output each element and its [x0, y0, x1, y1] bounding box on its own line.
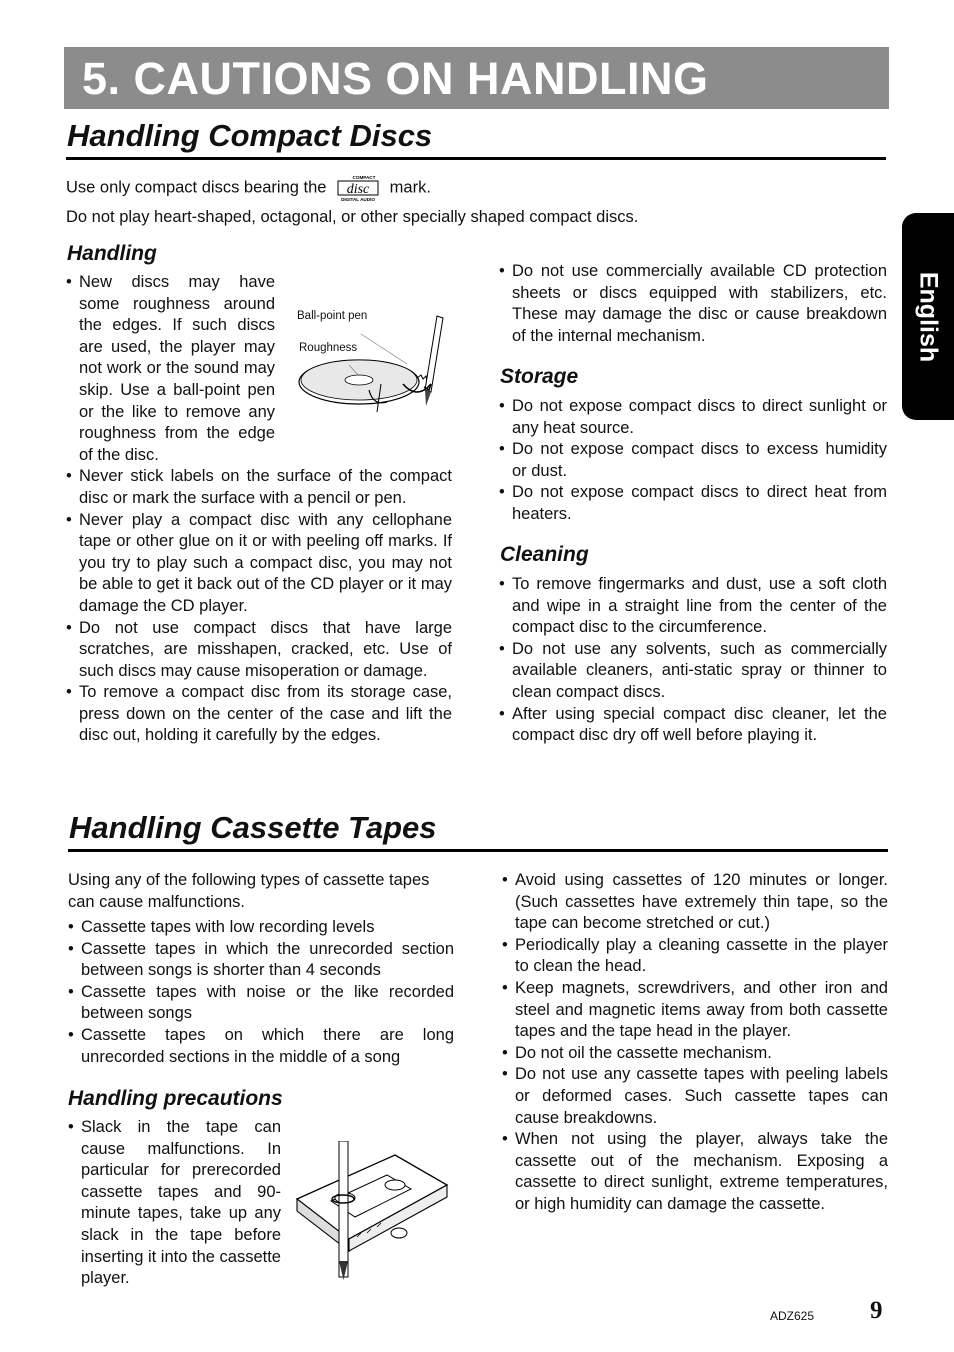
page-title: 5. CAUTIONS ON HANDLING: [82, 53, 709, 104]
list-item: • Cassette tapes on which there are long unrecorded sections in the middle of a song: [68, 1025, 454, 1068]
title-bar: [64, 47, 889, 109]
list-item: • Avoid using cassettes of 120 minutes or longer. (Such cassettes have extremely thin tape, so the tape can become stretched or cut.): [502, 870, 888, 935]
list-item: • When not using the player, always take the cassette out of the mechanism. Exposing a cassette to direct sunlight, extreme temperatures, or high humidity can damage the cassette.: [502, 1129, 888, 1215]
storage-list: [499, 396, 887, 526]
logo-bottom-text: DIGITAL AUDIO: [341, 197, 375, 202]
list-item: • After using special compact disc cleaner, let the compact disc dry off well before playing it.: [499, 704, 887, 747]
list-item: • Do not expose compact discs to direct heat from heaters.: [499, 482, 887, 525]
list-item: • Do not expose compact discs to direct sunlight or any heat source.: [499, 396, 887, 439]
compact-disc-logo-icon: [335, 174, 381, 202]
list-item: • Cassette tapes with low recording levels: [68, 917, 454, 939]
cd-intro-pre: Use only compact discs bearing the: [66, 178, 327, 197]
language-tab-label: English: [914, 271, 943, 362]
handling-heading: Handling: [67, 242, 157, 265]
list-item: • Never stick labels on the surface of the compact disc or mark the surface with a pencil or pen.: [66, 466, 452, 509]
page-number: 9: [870, 1297, 883, 1324]
model-code: ADZ625: [770, 1309, 815, 1323]
logo-top-text: COMPACT: [352, 175, 376, 180]
list-item: • Periodically play a cleaning cassette in the player to clean the head.: [502, 935, 888, 978]
list-item: • Never play a compact disc with any cellophane tape or other glue on it or with peeling off marks. If you try to play such a compact disc, you may not be able to get it back out of the CD player or it may damage the CD player.: [66, 510, 452, 618]
cassette-right-list: [502, 870, 888, 1216]
cd-intro-post: mark.: [389, 178, 431, 197]
list-item: • To remove fingermarks and dust, use a soft cloth and wipe in a straight line from the center of the compact disc to the circumference.: [499, 574, 887, 639]
cleaning-list: [499, 574, 887, 747]
cleaning-heading: Cleaning: [500, 543, 589, 566]
cassette-heading-rule: [68, 849, 888, 852]
list-item: • Do not use compact discs that have large scratches, are misshapen, cracked, etc. Use of such discs may cause misoperation or damage.: [66, 618, 452, 683]
precautions-list: [68, 1117, 454, 1290]
list-item: • Keep magnets, screwdrivers, and other iron and steel and magnetic items away from both cassette tapes and the tape head in the player.: [502, 978, 888, 1043]
fig-pen-label: Ball-point pen: [297, 310, 368, 322]
cassette-intro: Using any of the following types of cassette tapes can cause malfunctions.: [68, 871, 430, 911]
list-item: • To remove a compact disc from its storage case, press down on the center of the case and lift the disc out, holding it carefully by the edges.: [66, 682, 452, 747]
precautions-item-1: Slack in the tape can cause malfunctions. In particular for prerecorded cassette tapes and 90-minute tapes, take up any slack in the tape before inserting it into the cassette player.: [81, 1118, 281, 1288]
list-item: • Do not expose compact discs to excess humidity or dust.: [499, 439, 887, 482]
storage-heading: Storage: [500, 365, 579, 388]
list-item: • Do not use any solvents, such as commercially available cleaners, anti-static spray or thinner to clean compact discs.: [499, 639, 887, 704]
logo-word-text: disc: [346, 182, 370, 197]
list-item: [66, 272, 452, 466]
cassette-list: [68, 917, 454, 1068]
handling-list: [66, 272, 452, 747]
cd-heading-rule: [66, 157, 886, 160]
fig-roughness-label: Roughness: [299, 342, 358, 354]
list-item: • Do not use any cassette tapes with peeling labels or deformed cases. Such cassette tapes can cause breakdowns.: [502, 1064, 888, 1129]
cd-intro2: Do not play heart-shaped, octagonal, or other specially shaped compact discs.: [66, 208, 639, 226]
cassette-heading: Handling Cassette Tapes: [69, 810, 437, 845]
list-item: • Cassette tapes with noise or the like recorded between songs: [68, 982, 454, 1025]
cd-right-list: [499, 261, 887, 347]
list-item: • Do not use commercially available CD protection sheets or discs equipped with stabilizers, etc. These may damage the disc or cause breakdown of the internal mechanism.: [499, 261, 887, 347]
precautions-heading: Handling precautions: [68, 1087, 283, 1110]
handling-item-1: New discs may have some roughness around the edges. If such discs are used, the player may not work or the sound may skip. Use a ball-point pen or the like to remove any roughness from the edge of the disc.: [79, 273, 275, 464]
list-item: • Do not oil the cassette mechanism.: [502, 1043, 888, 1065]
list-item: • Cassette tapes in which the unrecorded section between songs is shorter than 4 seconds: [68, 939, 454, 982]
list-item: [68, 1117, 454, 1290]
language-tab: [902, 213, 954, 420]
cd-heading: Handling Compact Discs: [67, 118, 433, 153]
cd-intro: [66, 174, 431, 202]
cassette-pencil-figure: [287, 1141, 455, 1281]
